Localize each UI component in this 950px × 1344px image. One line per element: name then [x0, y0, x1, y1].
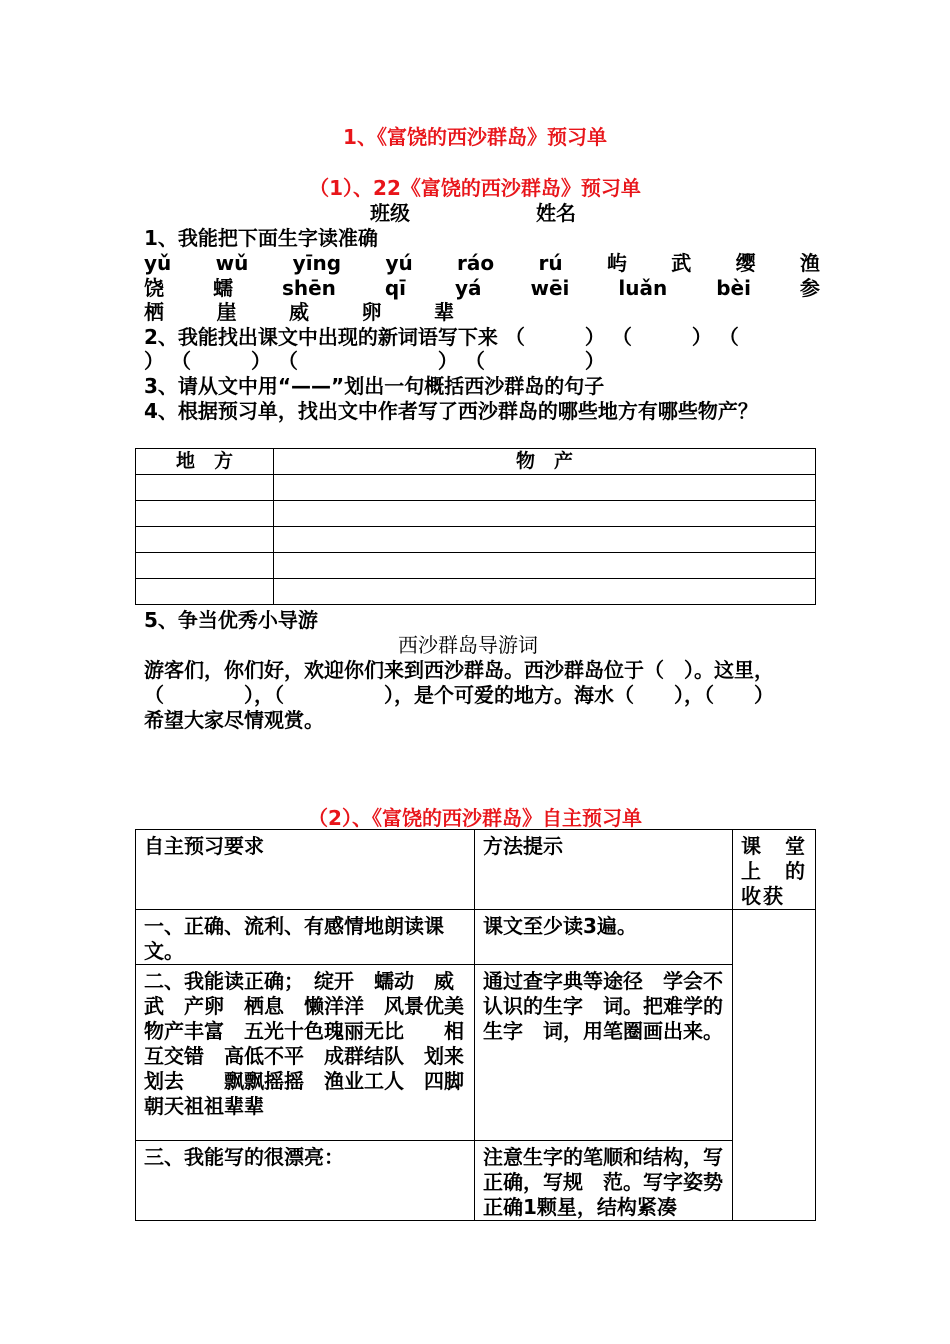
table-row: [136, 527, 816, 553]
list-item: 辈: [434, 300, 454, 324]
column-header-gains: 课 堂 上 的 收获: [733, 830, 816, 910]
section1-title: （1）、22《富饶的西沙群岛》预习单: [309, 176, 641, 200]
list-item: 缨: [735, 251, 756, 275]
table-cell[interactable]: [274, 501, 816, 527]
list-item: 卵: [361, 300, 382, 324]
table-cell[interactable]: [136, 579, 274, 605]
guide-line-1: 游客们，你们好，欢迎你们来到西沙群岛。西沙群岛位于（ ）。这里，: [144, 658, 774, 682]
table-row: [136, 579, 816, 605]
question-4: 4、根据预习单，找出文中作者写了西沙群岛的哪些地方有哪些物产？: [144, 399, 758, 423]
list-item: 武: [671, 251, 692, 275]
list-item: wǔ: [215, 251, 249, 275]
table-cell: 通过查字典等途径 学会不认识的生字 词。把难学的生字 词，用笔圈画出来。: [475, 965, 733, 1141]
table-cell: 三、我能写的很漂亮：: [136, 1141, 475, 1221]
list-item: ráo: [457, 251, 495, 275]
list-item: wēi: [530, 276, 570, 300]
gains-cell[interactable]: [733, 910, 816, 1221]
question-2-line2: ） （ ） （ ） （ ）: [144, 349, 605, 373]
table-cell: 一、正确、流利、有感情地朗读课文。: [136, 910, 475, 965]
list-item: qī: [384, 276, 407, 300]
char-row-2: [144, 276, 820, 300]
places-products-table: [135, 448, 816, 605]
column-header-method: 方法提示: [475, 830, 733, 910]
question-2-line1: 2、我能找出课文中出现的新词语写下来 （ ） （ ） （: [144, 325, 739, 349]
table-header-row: [136, 449, 816, 475]
list-item: luǎn: [618, 276, 668, 300]
guide-line-3: 希望大家尽情观赏。: [144, 708, 324, 732]
char-row-3: [144, 300, 454, 324]
list-item: 栖: [144, 300, 164, 324]
pinyin-row: [144, 251, 820, 275]
list-item: bèi: [716, 276, 751, 300]
list-item: 蠕: [212, 276, 233, 300]
list-item: yīng: [292, 251, 342, 275]
class-label: 班级: [370, 201, 410, 225]
table-row: [136, 1141, 816, 1221]
section2-title: （2）、《富饶的西沙群岛》自主预习单: [308, 806, 642, 830]
table-row: [136, 501, 816, 527]
table-cell[interactable]: [274, 475, 816, 501]
table-cell: 注意生字的笔顺和结构，写正确，写规 范。写字姿势正确1颗星，结构紧凑: [475, 1141, 733, 1221]
list-item: shēn: [281, 276, 336, 300]
column-header-places: 地 方: [136, 449, 274, 475]
name-label: 姓名: [536, 201, 576, 225]
table-cell[interactable]: [274, 527, 816, 553]
page-title: 1、《富饶的西沙群岛》预习单: [343, 125, 607, 149]
table-row: [136, 965, 816, 1141]
table-row: [136, 553, 816, 579]
column-header-products: 物 产: [274, 449, 816, 475]
column-header-requirements: 自主预习要求: [136, 830, 475, 910]
table-cell[interactable]: [136, 475, 274, 501]
list-item: yú: [385, 251, 413, 275]
question-3: 3、请从文中用“——”划出一句概括西沙群岛的句子: [144, 374, 605, 398]
list-item: yǔ: [144, 251, 172, 275]
list-item: rú: [538, 251, 563, 275]
question-1: 1、我能把下面生字读准确: [144, 226, 378, 250]
guide-title: 西沙群岛导游词: [398, 633, 538, 657]
list-item: 崖: [216, 300, 237, 324]
table-header-row: [136, 830, 816, 910]
list-item: 参: [799, 276, 820, 300]
table-row: [136, 475, 816, 501]
guide-line-2: （ ），（ ），是个可爱的地方。海水（ ），（ ）: [144, 683, 774, 707]
table-cell[interactable]: [136, 527, 274, 553]
list-item: yá: [455, 276, 482, 300]
table-cell: 课文至少读3遍。: [475, 910, 733, 965]
list-item: 渔: [799, 251, 820, 275]
table-cell[interactable]: [274, 553, 816, 579]
table-cell: 二、我能读正确； 绽开 蠕动 威武 产卵 栖息 懒洋洋 风景优美 物产丰富 五光十色瑰丽无比 相互交错 高低不平 成群结队 划来划去 飘飘摇摇 渔业工人 四脚朝天祖祖辈辈: [136, 965, 475, 1141]
list-item: 威: [289, 300, 309, 324]
table-cell[interactable]: [136, 553, 274, 579]
table-cell[interactable]: [274, 579, 816, 605]
table-row: [136, 910, 816, 965]
question-5: 5、争当优秀小导游: [144, 608, 318, 632]
list-item: 屿: [606, 251, 627, 275]
list-item: 饶: [144, 276, 164, 300]
table-cell[interactable]: [136, 501, 274, 527]
self-study-table: [135, 829, 829, 1221]
